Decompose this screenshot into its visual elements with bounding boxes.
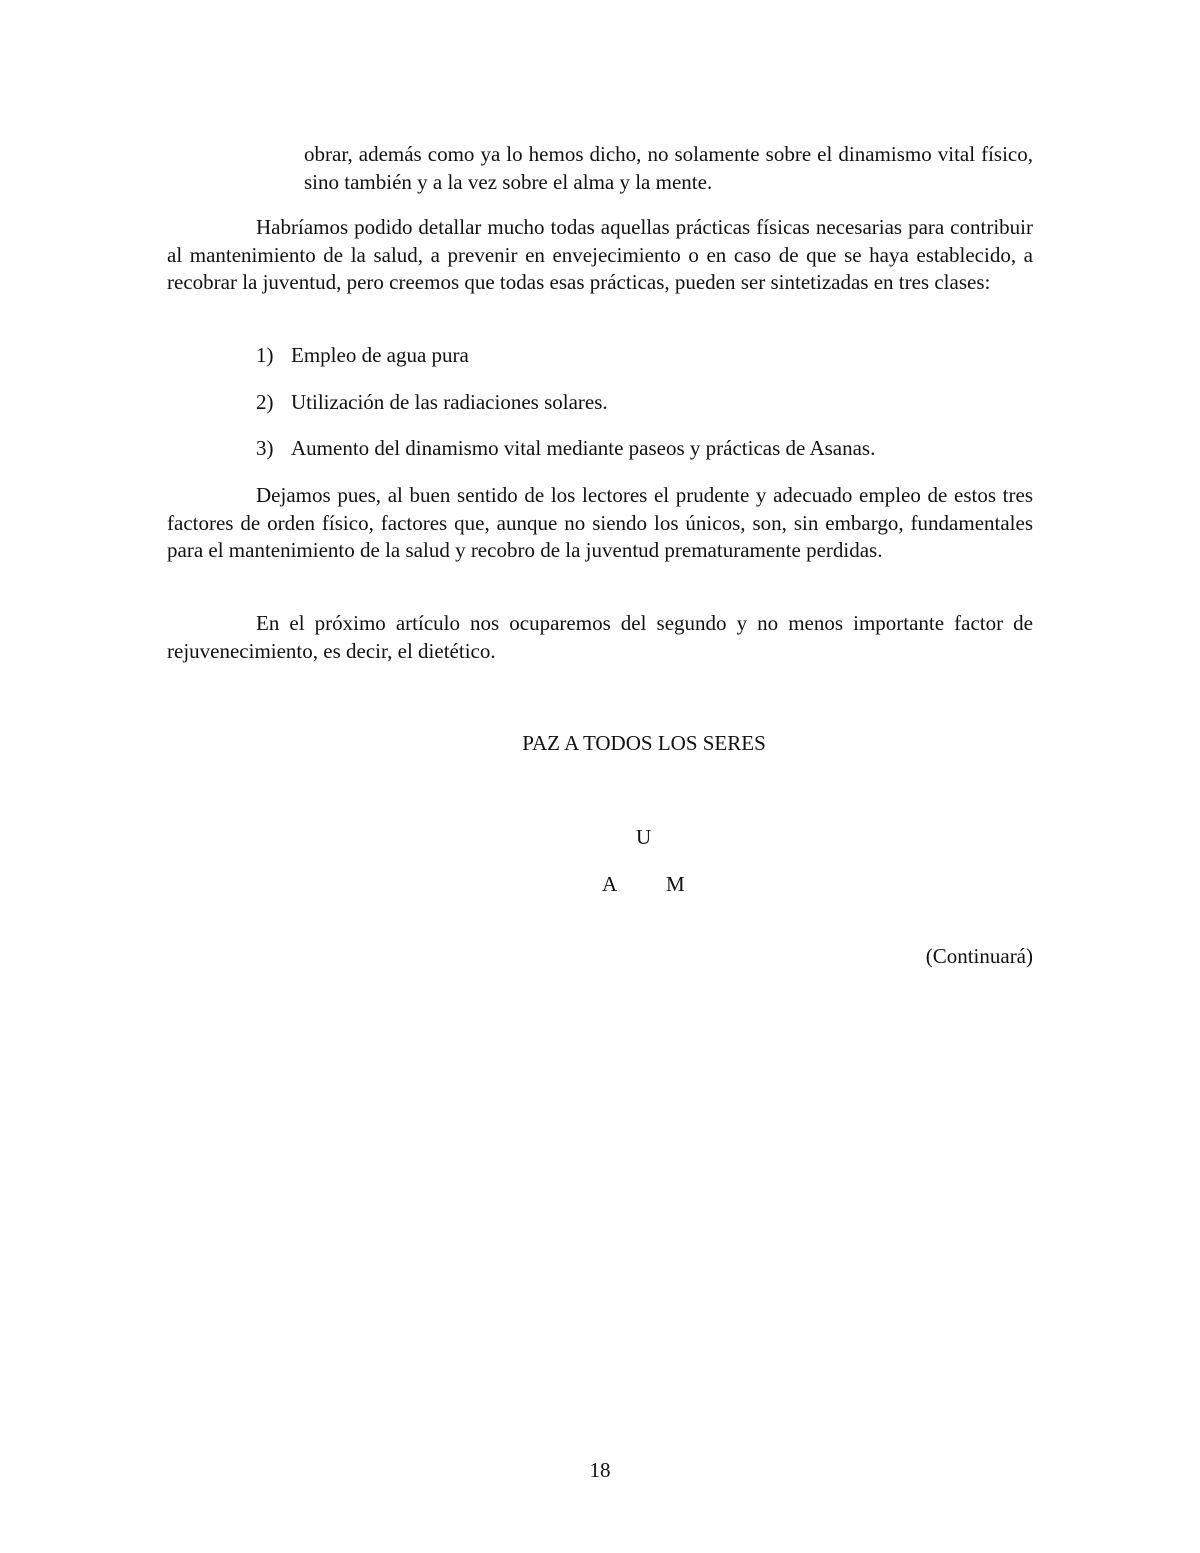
paragraph-proximo-articulo: En el próximo artículo nos ocuparemos del segundo y no menos importante factor de rejuvenecimiento, es decir, el dietético. [167, 611, 1033, 663]
aum-letter-u: U [636, 825, 652, 849]
paragraph-practicas-fisicas: Habríamos podido detallar mucho todas aquellas prácticas físicas necesarias para contribuir al mantenimiento de la salud, a prevenir en envejecimiento o en caso de que se haya establecido, a recobrar la juventud, pero creemos que todas esas prácticas, pueden ser sintetizadas en tres clases: [167, 215, 1033, 294]
paragraph-buen-sentido: Dejamos pues, al buen sentido de los lectores el prudente y adecuado empleo de estos tres factores de orden físico, factores que, aunque no siendo los únicos, son, sin embargo, fundamentales para el mantenimiento de la salud y recobro de la juventud prematuramente perdidas. [167, 483, 1033, 562]
list-item-2 [256, 389, 608, 416]
list-item-text: Utilización de las radiaciones solares. [291, 390, 608, 414]
list-item-number: 1) [256, 343, 274, 367]
continuation-note: (Continuará) [925, 944, 1033, 968]
aum-letter-a: A [602, 872, 618, 896]
blessing-heading: PAZ A TODOS LOS SERES [522, 731, 766, 755]
list-item-number: 3) [256, 436, 274, 460]
list-item-3 [256, 435, 875, 462]
continuation-paragraph: obrar, además como ya lo hemos dicho, no solamente sobre el dinamismo vital físico, sino también y a la vez sobre el alma y la mente. [304, 142, 1033, 194]
aum-letter-m: M [666, 872, 685, 896]
list-item-text: Empleo de agua pura [291, 343, 469, 367]
list-item-1 [256, 342, 469, 369]
page-number: 18 [589, 1458, 611, 1482]
list-item-number: 2) [256, 390, 274, 414]
list-item-text: Aumento del dinamismo vital mediante paseos y prácticas de Asanas. [291, 436, 876, 460]
